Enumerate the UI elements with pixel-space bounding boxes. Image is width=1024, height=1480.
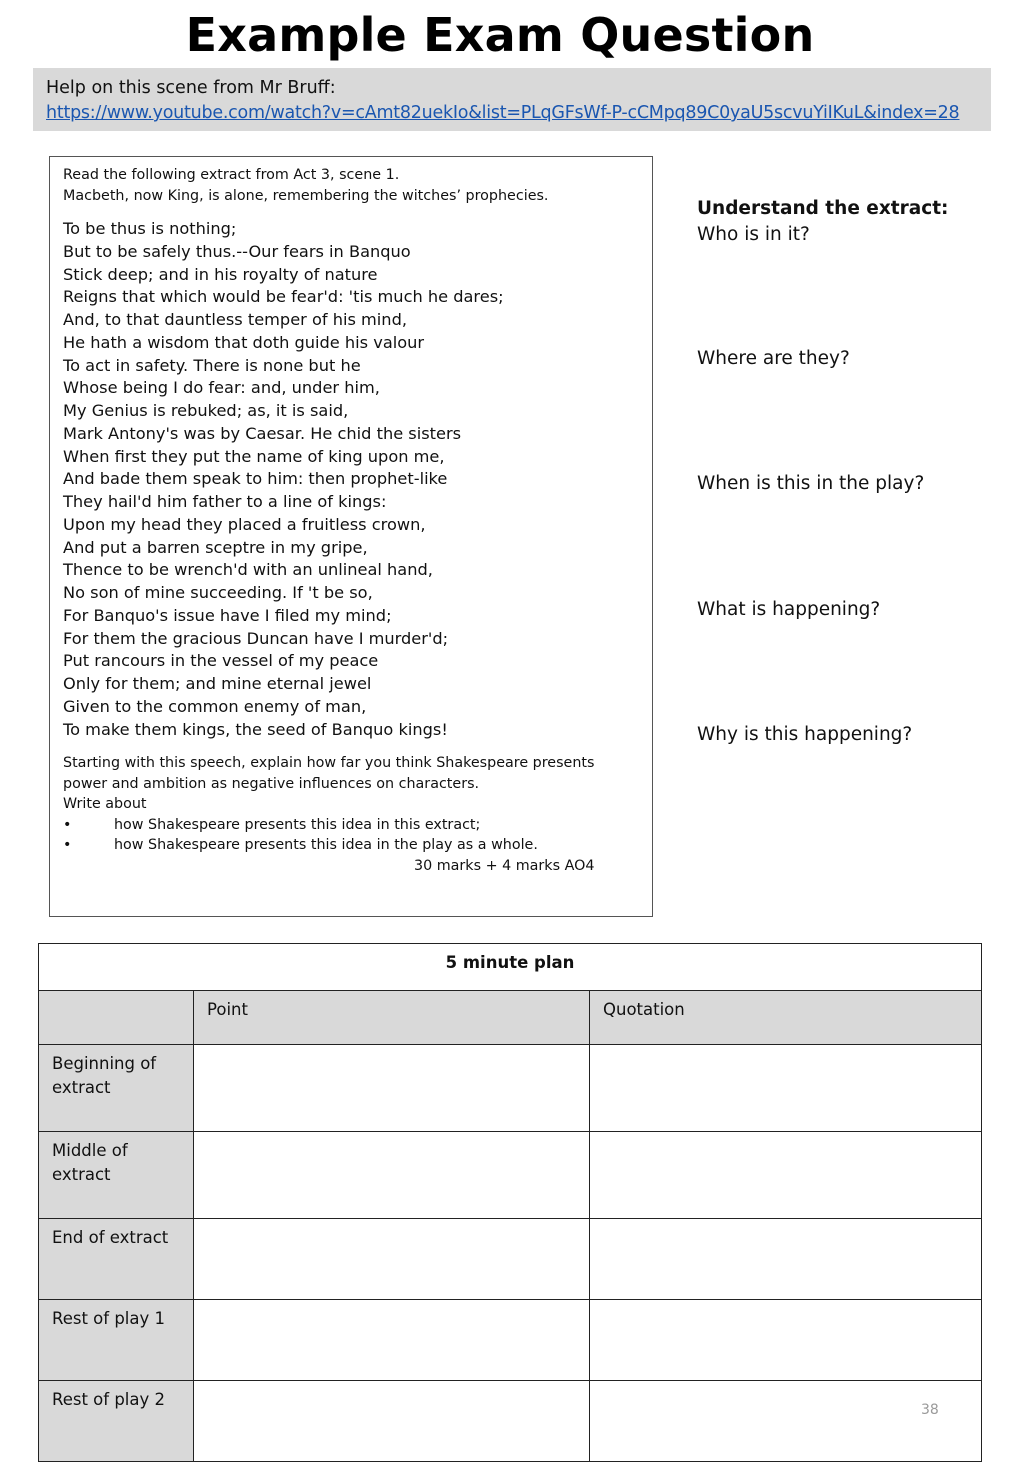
table-row: [39, 1045, 982, 1132]
bullet-icon: •: [63, 816, 72, 833]
point-cell[interactable]: [194, 1045, 590, 1132]
bullet-item: [63, 815, 639, 836]
table-row: [39, 1132, 982, 1219]
point-cell[interactable]: [194, 1381, 590, 1462]
bullet-text: how Shakespeare presents this idea in this extract;: [114, 816, 481, 833]
understand-question: Who is in it?: [697, 224, 810, 245]
plan-header-row: [39, 991, 982, 1045]
page-title: Example Exam Question: [185, 8, 815, 62]
row-label: Rest of play 1: [39, 1300, 194, 1381]
plan-table: [38, 943, 982, 1462]
extract-poem: [63, 218, 639, 741]
bullet-text: how Shakespeare presents this idea in the play as a whole.: [114, 837, 538, 854]
exam-question: [63, 753, 639, 815]
understand-question: Where are they?: [697, 348, 850, 369]
extract-intro: [63, 165, 639, 206]
poem-line: Upon my head they placed a fruitless crown,: [63, 514, 426, 534]
poem-line: And put a barren sceptre in my gripe,: [63, 537, 368, 557]
poem-line: Mark Antony's was by Caesar. He chid the sisters: [63, 423, 462, 443]
row-label: Middle of extract: [39, 1132, 194, 1219]
understand-question: What is happening?: [697, 599, 881, 620]
poem-line: To be thus is nothing;: [63, 219, 237, 238]
help-box: [33, 68, 991, 131]
quotation-cell[interactable]: [590, 1132, 982, 1219]
quotation-cell[interactable]: [590, 1300, 982, 1381]
write-about-label: Write about: [63, 796, 147, 813]
quotation-cell[interactable]: [590, 1219, 982, 1300]
table-row: [39, 1381, 982, 1462]
point-cell[interactable]: [194, 1300, 590, 1381]
poem-line: Only for them; and mine eternal jewel: [63, 674, 372, 693]
poem-line: Reigns that which would be fear'd: 'tis much he dares;: [63, 287, 504, 307]
point-cell[interactable]: [194, 1219, 590, 1300]
point-cell[interactable]: [194, 1132, 590, 1219]
plan-header-cell: [39, 991, 194, 1045]
video-link[interactable]: https://www.youtube.com/watch?v=cAmt82uekIo&list=PLqGFsWf-P-cCMpq89C0yaU5scvuYiIKuL&index=28: [46, 103, 960, 123]
understand-heading: Understand the extract:: [697, 198, 949, 219]
help-text: Help on this scene from Mr Bruff:: [46, 78, 336, 98]
plan-title: 5 minute plan: [39, 944, 982, 991]
poem-line: And, to that dauntless temper of his mind,: [63, 310, 407, 329]
poem-line: No son of mine succeeding. If 't be so,: [63, 583, 373, 602]
row-label: End of extract: [39, 1219, 194, 1300]
table-row: [39, 1300, 982, 1381]
page-number: 38: [921, 1402, 939, 1418]
extract-intro-line: Macbeth, now King, is alone, remembering the witches’ prophecies.: [63, 187, 549, 204]
plan-header-quotation: Quotation: [590, 991, 982, 1045]
poem-line: Thence to be wrench'd with an unlineal hand,: [63, 560, 433, 580]
row-label: Beginning of extract: [39, 1045, 194, 1132]
quotation-cell[interactable]: [590, 1381, 982, 1462]
poem-line: Given to the common enemy of man,: [63, 696, 367, 716]
bullet-icon: •: [63, 837, 72, 854]
poem-line: When first they put the name of king upon me,: [63, 446, 445, 466]
plan-header-point: Point: [194, 991, 590, 1045]
table-row: [39, 1219, 982, 1300]
understand-group: [697, 196, 997, 248]
extract-intro-line: Read the following extract from Act 3, scene 1.: [63, 167, 400, 183]
poem-line: Put rancours in the vessel of my peace: [63, 651, 379, 671]
understand-question: Why is this happening?: [697, 724, 913, 745]
quotation-cell[interactable]: [590, 1045, 982, 1132]
bullet-item: [63, 835, 639, 856]
row-label: Rest of play 2: [39, 1381, 194, 1462]
poem-line: Stick deep; and in his royalty of nature: [63, 264, 378, 284]
poem-line: My Genius is rebuked; as, it is said,: [63, 401, 349, 420]
poem-line: For them the gracious Duncan have I murder'd;: [63, 628, 449, 648]
understand-question: When is this in the play?: [697, 473, 925, 494]
poem-line: And bade them speak to him: then prophet-like: [63, 469, 448, 489]
poem-line: To act in safety. There is none but he: [63, 355, 361, 375]
poem-line: Whose being I do fear: and, under him,: [63, 378, 380, 398]
marks-allocation: 30 marks + 4 marks AO4: [414, 857, 595, 874]
poem-line: To make them kings, the seed of Banquo kings!: [63, 719, 448, 739]
poem-line: They hail'd him father to a line of kings:: [63, 492, 387, 511]
poem-line: But to be safely thus.--Our fears in Banquo: [63, 241, 411, 261]
question-text: Starting with this speech, explain how far you think Shakespeare presents power and ambition as negative influences on characters.: [63, 755, 595, 792]
poem-line: He hath a wisdom that doth guide his valour: [63, 332, 425, 352]
extract-box: [49, 156, 653, 917]
poem-line: For Banquo's issue have I filed my mind;: [63, 605, 392, 625]
plan-title-row: [39, 944, 982, 991]
